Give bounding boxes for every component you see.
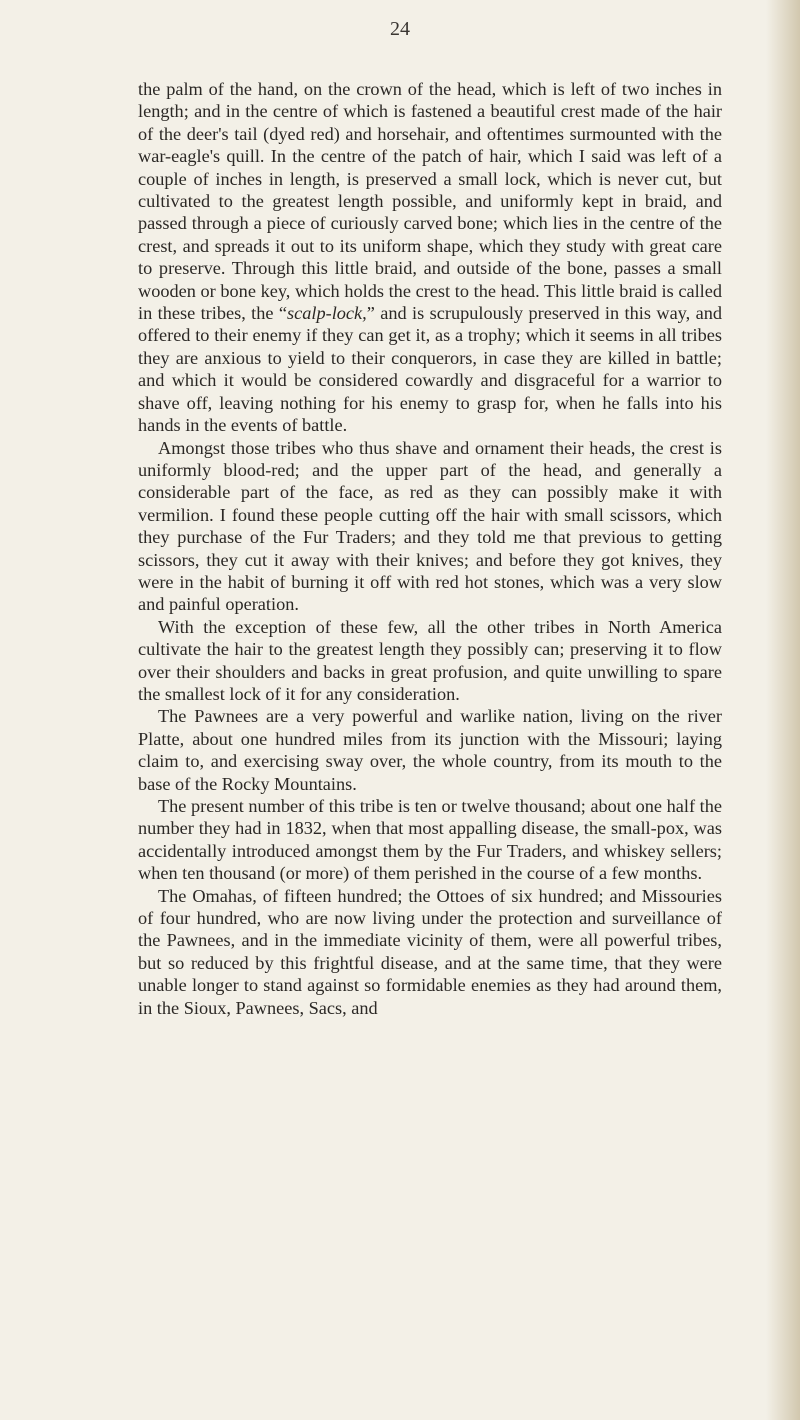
paragraph-5: The present number of this tribe is ten or twelve thousand; about one half the number they had in 1832, when that most appalling disease, the small-pox, was accidentally introduced amongst them by the Fur Traders, and whiskey sellers; when ten thousand (or more) of them perished in the course of a few months. [138,796,722,884]
body-text [138,78,722,1019]
page-edge-shadow [766,0,800,1420]
paragraph-1-text-start: the palm of the hand, on the crown of the head, which is left of two inches in length; and in the centre of which is fastened a beautiful crest made of the hair of the deer's tail (dyed red) and horsehair, and oftentimes surmounted with the war-eagle's quill. In the centre of the patch of hair, which I said was left of a couple of inches in length, is preserved a small lock, which is never cut, but cultivated to the greatest length possible, and uniformly kept in braid, and passed through a piece of curiously carved bone; which lies in the centre of the crest, and spreads it out to its uniform shape, which they study with great care to preserve. Through this little braid, and outside of the bone, passes a small wooden or bone key, which holds the crest to the head. This little braid is called in these tribes, the “ [138,79,722,324]
paragraph-4: The Pawnees are a very powerful and warlike nation, living on the river Platte, about one hundred miles from its junction with the Missouri; laying claim to, and exercising sway over, the whole country, from its mouth to the base of the Rocky Mountains. [138,706,722,794]
scalp-lock-term: scalp-lock, [287,303,367,324]
paragraph-2: Amongst those tribes who thus shave and ornament their heads, the crest is uniformly blood-red; and the upper part of the head, and generally a considerable part of the face, as red as they can possibly make it with vermilion. I found these people cutting off the hair with small scissors, which they purchase of the Fur Traders; and they told me that previous to getting scissors, they cut it away with their knives; and before they got knives, they were in the habit of burning it off with red hot stones, which was a very slow and painful operation. [138,437,722,615]
paragraph-1-text-end: ” and is scrupulously preserved in this way, and offered to their enemy if they can get it, as a trophy; which it seems in all tribes they are anxious to yield to their conquerors, in case they are killed in battle; and which it would be considered cowardly and disgraceful for a warrior to shave off, leaving nothing for his enemy to grasp for, when he falls into his hands in the events of battle. [138,303,722,436]
paragraph-1 [138,78,722,437]
paragraph-6: The Omahas, of fifteen hundred; the Ottoes of six hundred; and Missouries of four hundred, who are now living under the protection and surveillance of the Pawnees, and in the immediate vicinity of them, were all powerful tribes, but so reduced by this frightful disease, and at the same time, that they were unable longer to stand against so formidable enemies as they had around them, in the Sioux, Pawnees, Sacs, and [138,885,722,1018]
paragraph-3: With the exception of these few, all the other tribes in North America cultivate the hair to the greatest length they possibly can; preserving it to flow over their shoulders and backs in great profusion, and quite unwilling to spare the smallest lock of it for any consideration. [138,616,722,704]
page-number: 24 [390,18,410,40]
